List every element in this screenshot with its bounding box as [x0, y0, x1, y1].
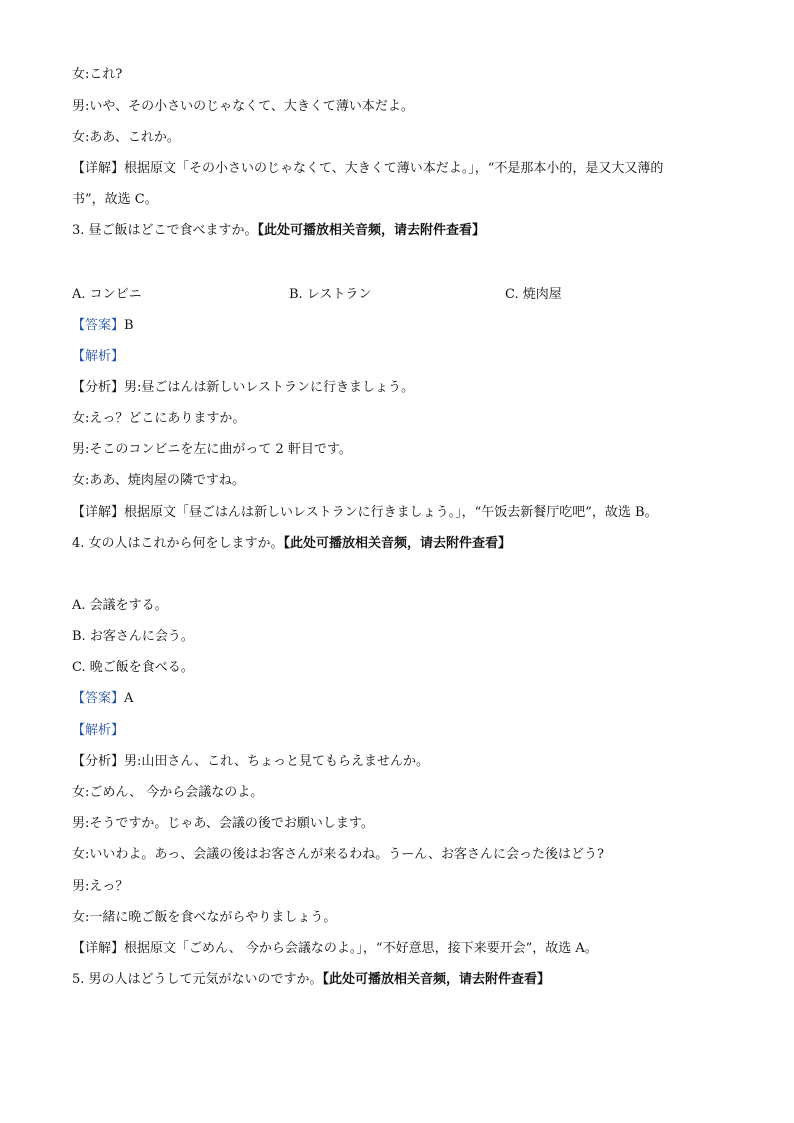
audio-note: 【此处可播放相关音频，请去附件查看】	[257, 223, 486, 238]
question-text: 4. 女の人はこれから何をしますか。	[72, 536, 284, 551]
dialogue-line: 女:ああ、焼肉屋の隣ですね。	[72, 473, 245, 488]
dialogue-line: 男:えっ？	[72, 879, 129, 894]
option-a: A. 会議をする。	[72, 598, 168, 613]
answer-value: B	[124, 318, 134, 333]
answer-value: A	[124, 691, 134, 706]
detail-explanation-cont: 书”，故选 C。	[72, 192, 158, 207]
option-c: C. 焼肉屋	[505, 287, 562, 302]
detail-label: 【详解】	[72, 505, 125, 520]
analysis-label: 【解析】	[72, 723, 125, 738]
dialogue-line: 女:一緒に晩ご飯を食べながらやりましょう。	[72, 910, 337, 925]
detail-explanation	[72, 504, 732, 522]
question-text: 5. 男の人はどうして元気がないのですか。	[72, 972, 323, 987]
answer-line	[72, 317, 732, 335]
dialogue-line: 女:いいわよ。あっ、会議の後はお客さんが来るわね。うーん、お客さんに会った後はどう?	[72, 847, 605, 862]
dialogue-line: 女:ああ、これか。	[72, 130, 180, 145]
dialogue-line: 男:そこのコンビニを左に曲がって 2 軒目です。	[72, 442, 352, 457]
dialogue-line: 女:ごめん、 今から会議なのよ。	[72, 785, 264, 800]
detail-text: 根据原文「昼ごはんは新しいレストランに行きましょう。」，“午饭去新餐厅吃吧”，故选 B。	[124, 505, 658, 520]
answer-label: 【答案】	[72, 318, 125, 333]
analysis-line	[72, 379, 732, 397]
analysis-line	[72, 753, 732, 771]
question-3	[72, 222, 732, 240]
question-4	[72, 535, 732, 553]
dialogue-line: 女:えっ？どこにありますか。	[72, 411, 246, 426]
dialogue-line: 女:これ?	[72, 67, 123, 82]
audio-note: 【此处可播放相关音频，请去附件查看】	[322, 972, 551, 987]
analysis-sub-label: 【分析】	[72, 380, 125, 395]
option-a: A. コンビニ	[72, 287, 142, 302]
dialogue-line: 男:そうですか。じゃあ、会議の後でお願いします。	[72, 816, 374, 831]
audio-note: 【此处可播放相关音频，请去附件查看】	[283, 536, 512, 551]
option-b: B. レストラン	[289, 287, 372, 302]
answer-line	[72, 690, 732, 708]
question-5	[72, 971, 732, 989]
answer-label: 【答案】	[72, 691, 125, 706]
dialogue-line: 男:いや、その小さいのじゃなくて、大きくて薄い本だよ。	[72, 99, 414, 114]
dialogue-line: 男:山田さん、これ、ちょっと見てもらえませんか。	[124, 754, 429, 769]
detail-label: 【详解】	[72, 941, 125, 956]
option-c: C. 晩ご飯を食べる。	[72, 660, 194, 675]
option-b: B. お客さんに会う。	[72, 629, 194, 644]
analysis-label: 【解析】	[72, 349, 125, 364]
analysis-sub-label: 【分析】	[72, 754, 125, 769]
detail-text: 根据原文「その小さいのじゃなくて、大きくて薄い本だよ。」，“不是那本小的，是又大又薄的	[124, 161, 664, 176]
detail-explanation	[72, 940, 732, 958]
detail-label: 【详解】	[72, 161, 125, 176]
detail-explanation	[72, 160, 732, 178]
question-text: 3. 昼ご飯はどこで食べますか。	[72, 223, 258, 238]
dialogue-line: 男:昼ごはんは新しいレストランに行きましょう。	[124, 380, 415, 395]
detail-text: 根据原文「ごめん、 今から会議なのよ。」，“不好意思，接下来要开会”，故选 A。	[124, 941, 598, 956]
